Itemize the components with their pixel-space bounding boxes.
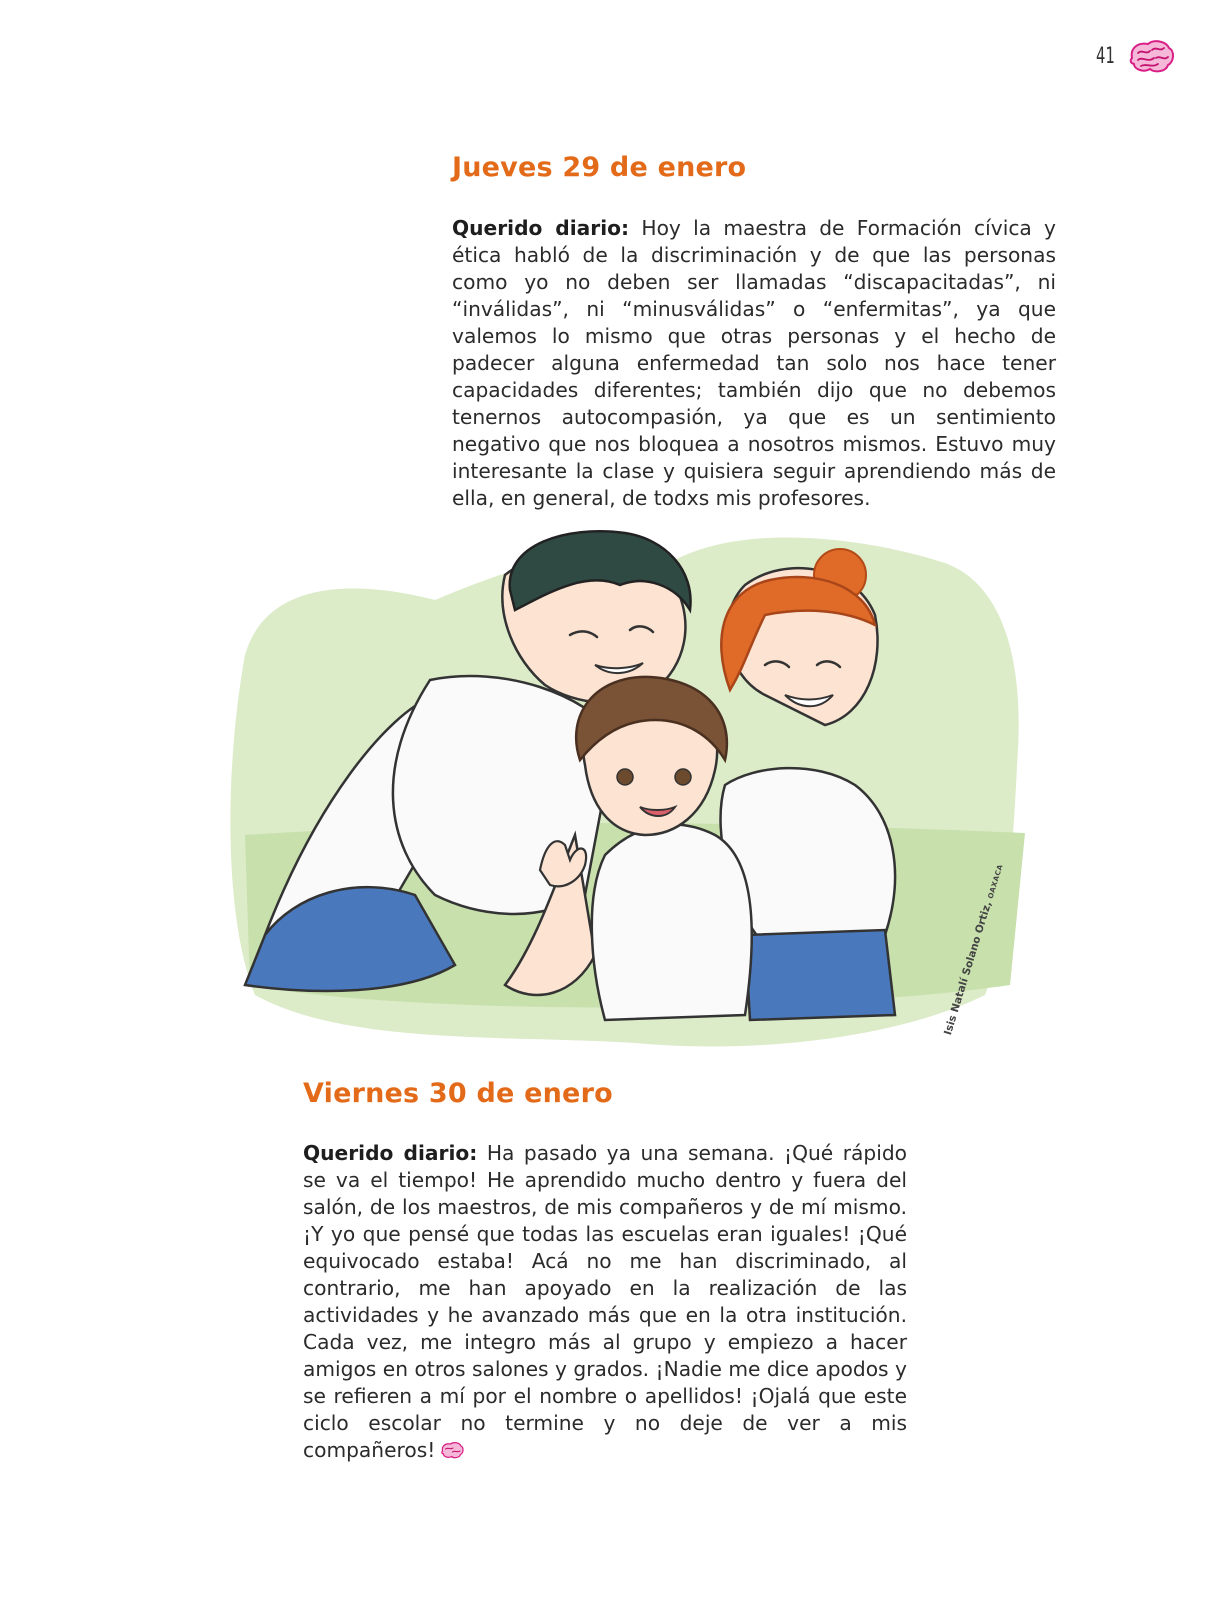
entry-body: Hoy la maestra de Formación cívica y ética habló de la discriminación y de que las personas como yo no deben ser llamadas “discapacitadas”, ni “inválidas”, ni “minusválidas” o “enfermitas”, ya que valemos lo mismo que otras personas y el hecho de padecer alguna enfermedad tan solo nos hace tener capacidades diferentes; también dijo que no debemos tenernos autocompasión, ya que es un sentimiento negativo que nos bloquea a nosotros mismos. Estuvo muy interesante la clase y quisiera seguir aprendiendo más de ella, en general, de todxs mis profesores. [452, 216, 1056, 510]
publisher-logo-icon [1126, 36, 1176, 76]
entry-heading-thursday: Jueves 29 de enero [452, 152, 747, 183]
entry-greeting: Querido diario: [303, 1141, 478, 1165]
family-illustration [205, 515, 1035, 1055]
diary-entry-thursday [452, 215, 1056, 512]
credit-name: Isis Natalí Solano Ortiz, [942, 899, 995, 1037]
entry-body: Ha pasado ya una semana. ¡Qué rápido se va el tiempo! He aprendido mucho dentro y fuera del salón, de los maestros, de mis compañeros y de mí mismo. ¡Y yo que pensé que todas las escuelas eran iguales! ¡Qué equivocado estaba! Acá no me han discriminado, al contrario, me han apoyado en la realización de las actividades y he avanzado más que en la otra institución. Cada vez, me integro más al grupo y empiezo a hacer amigos en otros salones y grados. ¡Nadie me dice apodos y se refieren a mí por el nombre o apellidos! ¡Ojalá que este ciclo escolar no termine y no deje de ver a mis compañeros! [303, 1141, 907, 1462]
page-number: 41 [1096, 44, 1115, 69]
diary-entry-friday [303, 1140, 907, 1464]
entry-heading-friday: Viernes 30 de enero [303, 1078, 613, 1109]
end-mark-logo-icon [439, 1440, 465, 1460]
entry-greeting: Querido diario: [452, 216, 630, 240]
credit-place: OAXACA [986, 863, 1005, 900]
